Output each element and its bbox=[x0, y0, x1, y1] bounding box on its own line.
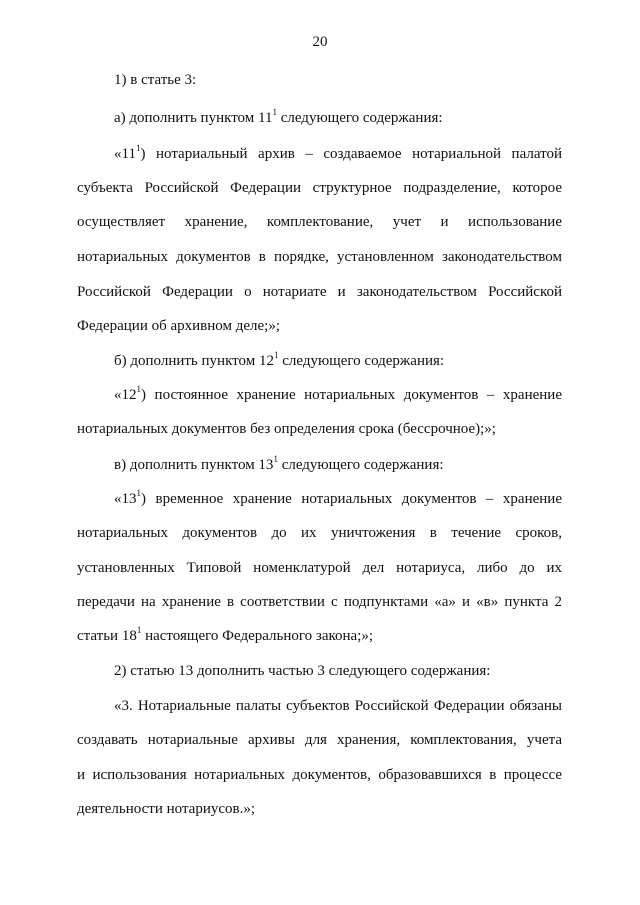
superscript: 1 bbox=[135, 143, 141, 153]
superscript: 1 bbox=[273, 454, 278, 464]
paragraph-line: и использования нотариальных документов, образовавшихся в процессе bbox=[77, 767, 562, 783]
paragraph-line: установленных Типовой номенклатурой дел нотариуса, либо до их bbox=[77, 560, 562, 576]
line-text: «12 bbox=[114, 387, 137, 403]
paragraph-line: Российской Федерации о нотариате и законодательством Российской bbox=[77, 284, 562, 300]
paragraph-line bbox=[114, 490, 562, 508]
paragraph-line: 2) статью 13 дополнить частью 3 следующего содержания: bbox=[114, 663, 491, 679]
paragraph-line: Федерации об архивном деле;»; bbox=[77, 318, 280, 334]
page-number: 20 bbox=[312, 34, 328, 50]
paragraph-line: субъекта Российской Федерации структурное подразделение, которое bbox=[77, 180, 562, 196]
line-text: 1) в статье 3: bbox=[114, 72, 197, 88]
superscript: 1 bbox=[136, 625, 142, 635]
paragraph-line bbox=[114, 109, 443, 127]
paragraph-line: деятельности нотариусов.»; bbox=[77, 801, 256, 817]
paragraph-line: передачи на хранение в соответствии с подпунктами «а» и «в» пункта 2 bbox=[77, 594, 562, 610]
superscript: 1 bbox=[136, 384, 141, 394]
paragraph-line bbox=[114, 386, 562, 404]
line-text: в) дополнить пунктом 13 bbox=[114, 457, 274, 473]
line-text: «11 bbox=[114, 146, 136, 162]
paragraph-line: нотариальных документов без определения срока (бессрочное);»; bbox=[77, 421, 496, 437]
paragraph-line: нотариальных документов до их уничтожения в течение сроков, bbox=[77, 525, 562, 541]
paragraph-line: «3. Нотариальные палаты субъектов Российской Федерации обязаны bbox=[114, 698, 562, 714]
paragraph-line bbox=[114, 145, 562, 163]
line-text: настоящего Федерального закона;»; bbox=[141, 628, 374, 644]
line-text: следующего содержания: bbox=[277, 457, 444, 473]
superscript: 1 bbox=[136, 488, 141, 498]
paragraph-line: нотариальных документов в порядке, установленном законодательством bbox=[77, 249, 562, 265]
line-text: следующего содержания: bbox=[276, 110, 443, 126]
line-text: ) постоянное хранение нотариальных документов – хранение bbox=[141, 387, 562, 403]
paragraph-line: создавать нотариальные архивы для хранения, комплектования, учета bbox=[77, 732, 562, 748]
paragraph-line bbox=[114, 456, 444, 474]
paragraph-line bbox=[77, 627, 373, 645]
line-text: б) дополнить пунктом 12 bbox=[114, 353, 274, 369]
paragraph-line bbox=[114, 71, 196, 89]
line-text: следующего содержания: bbox=[278, 353, 445, 369]
line-text: а) дополнить пунктом 11 bbox=[114, 110, 273, 126]
paragraph-line bbox=[114, 352, 444, 370]
line-text: статьи 18 bbox=[77, 628, 137, 644]
paragraph-line: осуществляет хранение, комплектование, учет и использование bbox=[77, 214, 562, 230]
superscript: 1 bbox=[272, 107, 277, 117]
line-text: ) временное хранение нотариальных документов – хранение bbox=[141, 491, 562, 507]
line-text: «13 bbox=[114, 491, 137, 507]
line-text: ) нотариальный архив – создаваемое нотариальной палатой bbox=[140, 146, 562, 162]
superscript: 1 bbox=[273, 350, 279, 360]
